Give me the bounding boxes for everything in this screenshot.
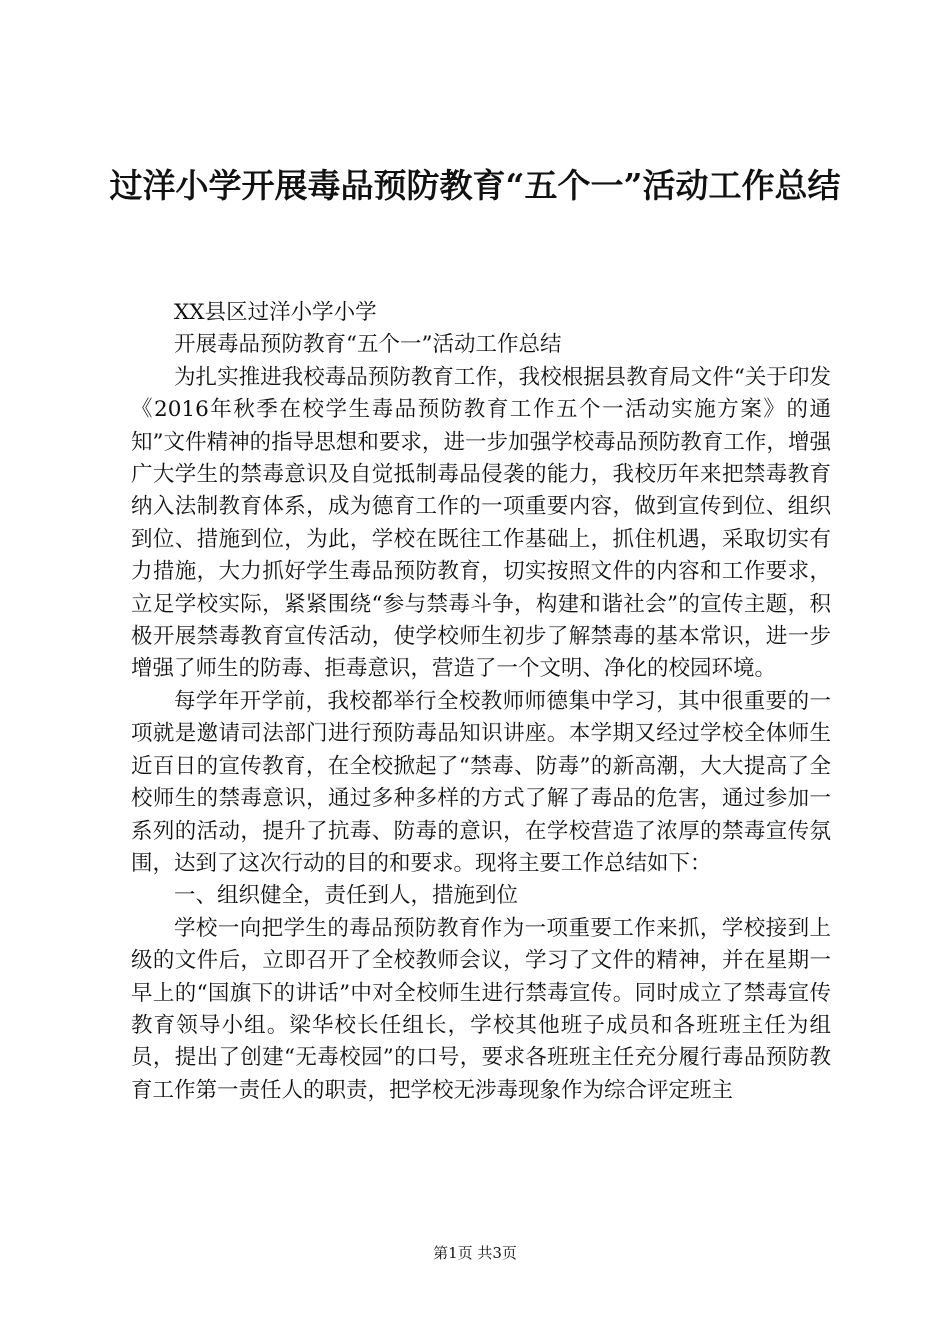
body-paragraph: 学校一向把学生的毒品预防教育作为一项重要工作来抓，学校接到上级的文件后，立即召开了全校教师会议，学习了文件的精神，并在星期一早上的“国旗下的讲话”中对全校师生进行禁毒宣传。同时成立了禁毒宣传教育领导小组。梁华校长任组长，学校其他班子成员和各班班主任为组员，提出了创建“无毒校园”的口号，要求各班班主任充分履行毒品预防教育工作第一责任人的职责，把学校无涉毒现象作为综合评定班主: [131, 915, 831, 1103]
body-paragraph: 每学年开学前，我校都举行全校教师师德集中学习，其中很重要的一项就是邀请司法部门进行预防毒品知识讲座。本学期又经过学校全体师生近百日的宣传教育，在全校掀起了“禁毒、防毒”的新高潮，大大提高了全校师生的禁毒意识，通过多种多样的方式了解了毒品的危害，通过参加一系列的活动，提升了抗毒、防毒的意识，在学校营造了浓厚的禁毒宣传氛围，达到了这次行动的目的和要求。现将主要工作总结如下：: [131, 688, 831, 876]
school-name-line: XX县区过洋小学小学: [174, 300, 377, 325]
body-paragraph: 为扎实推进我校毒品预防教育工作，我校根据县教育局文件“关于印发《2016年秋季在校学生毒品预防教育工作五个一活动实施方案》的通知”文件精神的指导思想和要求，进一步加强学校毒品预防教育工作，增强广大学生的禁毒意识及自觉抵制毒品侵袭的能力，我校历年来把禁毒教育纳入法制教育体系，成为德育工作的一项重要内容，做到宣传到位、组织到位、措施到位，为此，学校在既往工作基础上，抓住机遇，采取切实有力措施，大力抓好学生毒品预防教育，切实按照文件的内容和工作要求，立足学校实际，紧紧围绕“参与禁毒斗争，构建和谐社会”的宣传主题，积极开展禁毒教育宣传活动，使学校师生初步了解禁毒的基本常识，进一步增强了师生的防毒、拒毒意识，营造了一个文明、净化的校园环境。: [131, 364, 831, 682]
document-title: 过洋小学开展毒品预防教育“五个一”活动工作总结: [109, 166, 841, 205]
document-body: [131, 297, 831, 1107]
subtitle-line: 开展毒品预防教育“五个一”活动工作总结: [174, 332, 562, 358]
page-footer: 第1页 共3页: [433, 1244, 517, 1262]
section-heading: 一、组织健全，责任到人，措施到位: [174, 883, 519, 909]
